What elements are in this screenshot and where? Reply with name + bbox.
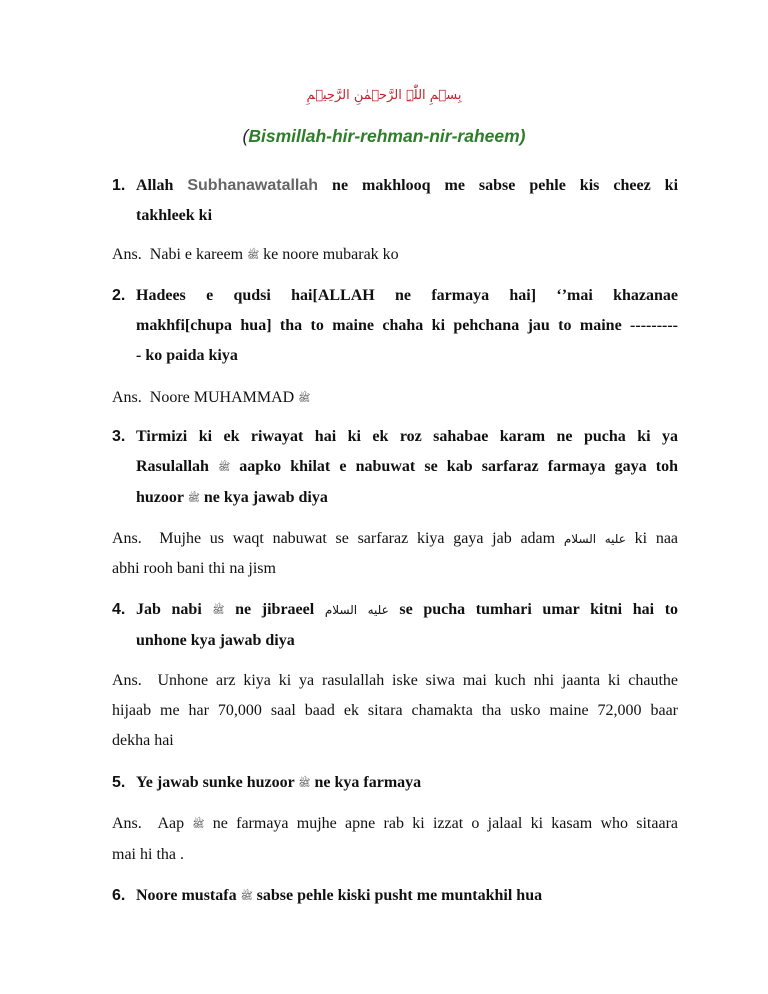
question-number: 5. (112, 774, 126, 791)
paren-open: ( (242, 126, 249, 146)
question-line: unhone kya jawab diya (136, 632, 295, 649)
saw-symbol: ﷺ (298, 778, 311, 789)
question-line: Hadees e qudsi hai[ALLAH ne farmaya hai] ‘’mai khazanae (136, 287, 678, 304)
ans-label: Ans. (112, 530, 142, 547)
question-5 (112, 768, 678, 799)
ans-label: Ans. (112, 389, 142, 406)
subhanawatallah: Subhanawatallah (187, 177, 319, 194)
question-6 (112, 881, 678, 912)
saw-symbol: ﷺ (240, 891, 253, 902)
alaihis-salam-symbol: عليه السلام (563, 532, 626, 546)
question-line: Jab nabi ﷺ ne jibraeel عليه السلام se pucha tumhari umar kitni hai to (136, 601, 679, 618)
bismillah-transliteration (0, 126, 768, 147)
answer-4: Ans. Unhone arz kiya ki ya rasulallah iske siwa mai kuch nhi jaanta ki chauthe hijaab me har 70,000 saal baad ek sitara chamakta tha usko maine 72,000 baar dekha hai (112, 672, 679, 749)
answer-2: Ans. Noore MUHAMMAD ﷺ (112, 389, 311, 406)
answer-3: Ans. Mujhe us waqt nabuwat se sarfaraz kiya gaya jab adam عليه السلام ki naa abhi rooh bani thi na jism (112, 530, 679, 577)
question-line: Rasulallah ﷺ aapko khilat e nabuwat se kab sarfaraz farmaya gaya toh (136, 458, 678, 475)
question-line: Noore mustafa ﷺ sabse pehle kiski pusht me muntakhil hua (136, 887, 543, 904)
saw-symbol: ﷺ (218, 462, 231, 473)
answer-1: Ans. Nabi e kareem ﷺ ke noore mubarak ko (112, 246, 399, 263)
question-number: 3. (112, 428, 126, 445)
question-line: takhleek ki (136, 207, 213, 224)
question-number: 1. (112, 177, 126, 194)
question-line: Ye jawab sunke huzoor ﷺ ne kya farmaya (136, 774, 422, 791)
question-number: 4. (112, 601, 126, 618)
question-number: 2. (112, 287, 126, 304)
question-4 (112, 595, 678, 656)
question-line: huzoor ﷺ ne kya jawab diya (136, 489, 328, 506)
question-line: Tirmizi ki ek riwayat hai ki ek roz sahabae karam ne pucha ki ya (136, 428, 678, 445)
ans-label: Ans. (112, 246, 142, 263)
question-line: - ko paida kiya (136, 347, 238, 364)
ans-label: Ans. (112, 815, 142, 832)
ans-label: Ans. (112, 672, 142, 689)
alaihis-salam-symbol: عليه السلام (324, 603, 389, 617)
transliteration-text: Bismillah-hir-rehman-nir-raheem) (248, 126, 526, 146)
answer-5: Ans. Aap ﷺ ne farmaya mujhe apne rab ki izzat o jalaal ki kasam who sitaara mai hi tha . (112, 815, 679, 863)
question-line: Allah Subhanawatallah ne makhlooq me sabse pehle kis cheez ki (136, 177, 679, 194)
question-3 (112, 422, 678, 514)
saw-symbol: ﷺ (212, 605, 225, 616)
saw-symbol: ﷺ (247, 250, 260, 261)
question-number: 6. (112, 887, 126, 904)
question-2 (112, 281, 678, 371)
saw-symbol: ﷺ (192, 819, 205, 830)
saw-symbol: ﷺ (298, 393, 311, 404)
saw-symbol: ﷺ (187, 493, 200, 504)
bismillah-arabic: بِسۡمِ اللّٰہِ الرَّحۡمٰنِ الرَّحِیۡمِ (306, 88, 462, 103)
question-1 (112, 171, 678, 231)
question-line: makhfi[chupa hua] tha to maine chaha ki pehchana jau to maine --------- (136, 317, 678, 334)
